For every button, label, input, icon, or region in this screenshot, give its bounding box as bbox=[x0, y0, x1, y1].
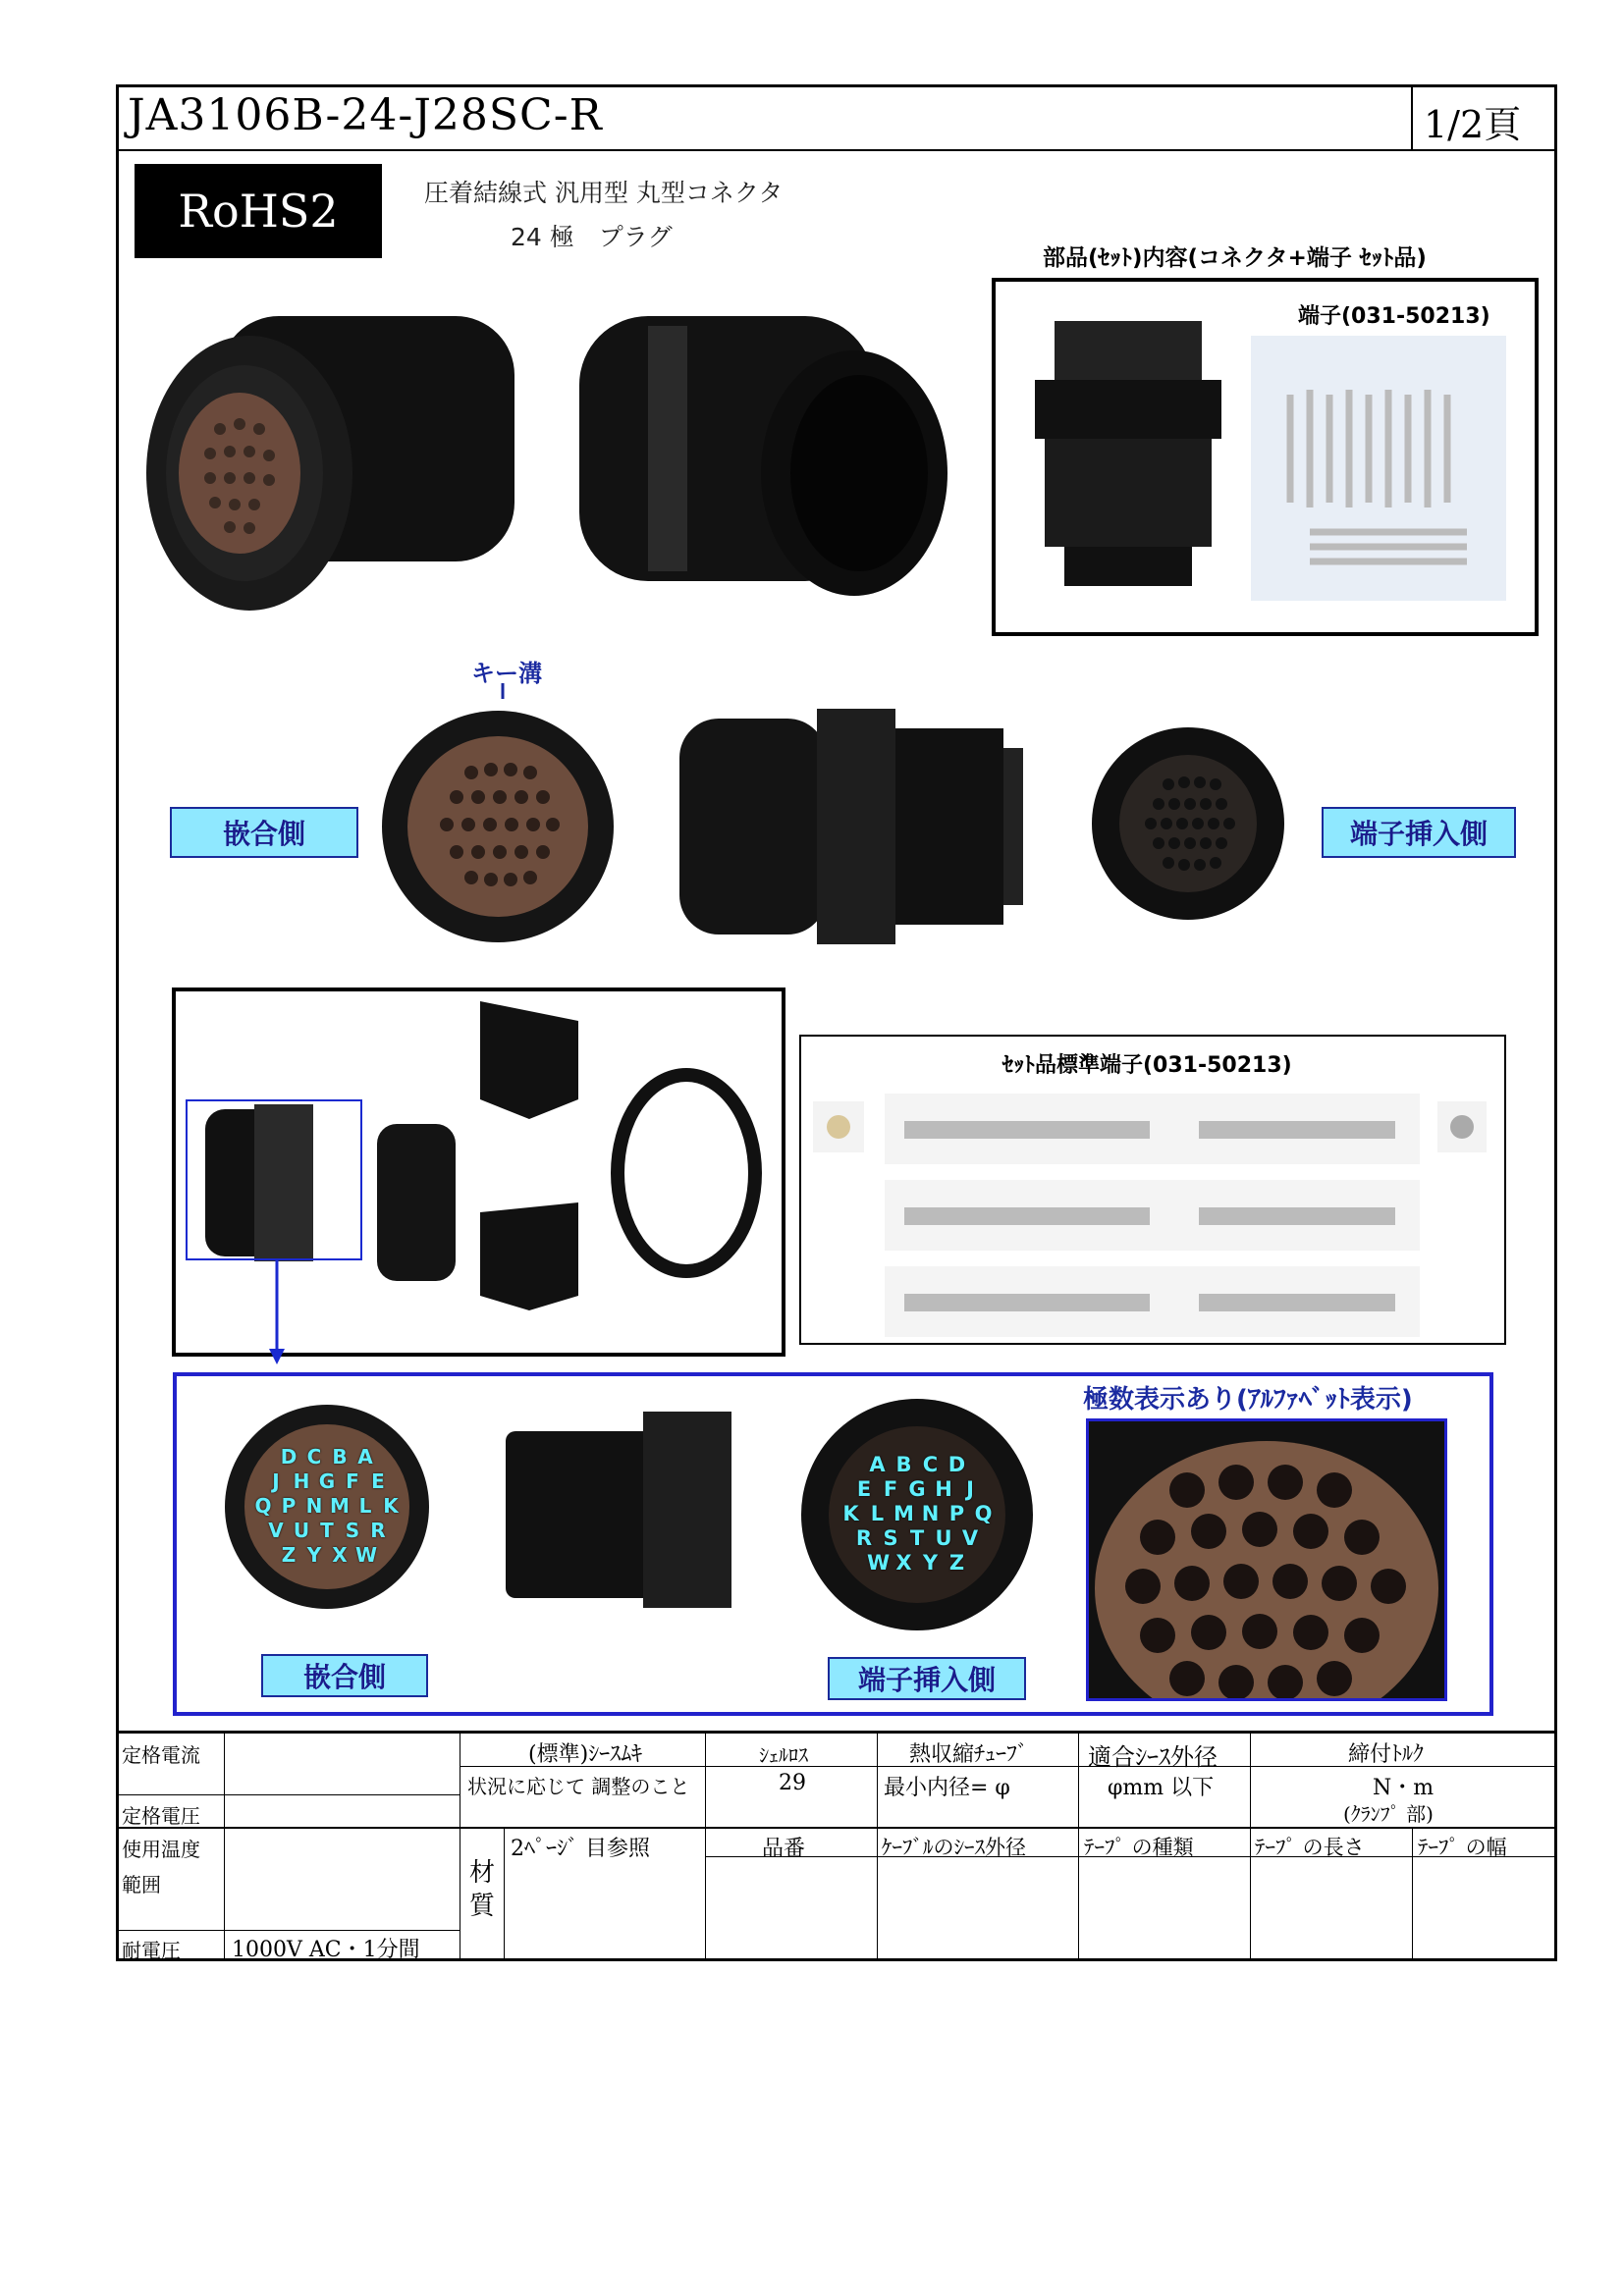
sheath-od-value: φmm 以下 bbox=[1108, 1776, 1215, 1800]
rated-voltage-label: 定格電圧 bbox=[122, 1804, 200, 1828]
pin-letter: Y bbox=[306, 1543, 322, 1567]
pin-letter: R bbox=[855, 1526, 873, 1550]
shell-size-header: ｼｪﾙﾛｽ bbox=[759, 1743, 808, 1767]
pin-letter: D bbox=[947, 1453, 966, 1476]
pin-letter: C bbox=[922, 1453, 939, 1476]
pin-letter: B bbox=[895, 1453, 912, 1476]
pin-letter: Z bbox=[281, 1543, 297, 1567]
insert-pin-face bbox=[787, 1392, 1048, 1637]
operating-temp-label: 使用温度 bbox=[122, 1838, 200, 1861]
kit-contents-box bbox=[992, 278, 1539, 636]
pin-letter: N bbox=[921, 1502, 940, 1525]
pin-letter: C bbox=[306, 1445, 322, 1468]
pin-letter: B bbox=[332, 1445, 348, 1468]
pin-letter: L bbox=[870, 1502, 885, 1525]
insert-shell-photo bbox=[496, 1402, 743, 1618]
product-poles: 24 極 プラグ bbox=[511, 223, 673, 251]
pin-letter: E bbox=[371, 1469, 385, 1493]
standard-terminal-box bbox=[799, 1035, 1506, 1345]
pin-letter: T bbox=[320, 1519, 334, 1542]
insert-pin-letters bbox=[787, 1392, 1048, 1637]
withstand-voltage-label: 耐電圧 bbox=[122, 1939, 181, 1962]
sheath-od-header: 適合ｼｰｽ外径 bbox=[1088, 1743, 1218, 1771]
pin-letter: S bbox=[345, 1519, 360, 1542]
connector-side-photo bbox=[660, 699, 1033, 954]
kit-contents-title: 部品(ｾｯﾄ)内容(コネクタ+端子 ｾｯﾄ品) bbox=[1043, 245, 1427, 271]
pin-letter: G bbox=[908, 1477, 926, 1501]
cable-od-header: ｹｰﾌﾞﾙのｼｰｽ外径 bbox=[882, 1836, 1026, 1859]
heat-shrink-value: 最小内径= φ bbox=[884, 1776, 1010, 1800]
pin-letter: A bbox=[357, 1445, 373, 1468]
pin-letter: Y bbox=[922, 1551, 939, 1575]
tape-length-header: ﾃｰﾌﾟ の長さ bbox=[1255, 1836, 1365, 1859]
pin-letter: M bbox=[893, 1502, 914, 1525]
spec-table bbox=[116, 1731, 1557, 1961]
tape-type-header: ﾃｰﾌﾟ の種類 bbox=[1084, 1836, 1194, 1859]
mating-face-photo bbox=[378, 699, 619, 954]
mating-pin-face bbox=[222, 1394, 433, 1620]
title-divider bbox=[1411, 84, 1413, 151]
pin-letter: N bbox=[305, 1494, 323, 1518]
pin-letter: V bbox=[961, 1526, 979, 1550]
pin-letter: Z bbox=[948, 1551, 965, 1575]
heat-shrink-header: 熱収縮ﾁｭｰﾌﾞ bbox=[909, 1742, 1029, 1767]
pin-letter: X bbox=[332, 1543, 348, 1567]
shell-size-value: 29 bbox=[779, 1771, 806, 1795]
pin-letter: E bbox=[856, 1477, 872, 1501]
insert-side-label-2: 端子挿入側 bbox=[828, 1657, 1026, 1700]
pin-letter: J bbox=[272, 1469, 280, 1493]
insert-face-photo bbox=[1090, 721, 1286, 927]
insert-side-label: 端子挿入側 bbox=[1322, 807, 1516, 858]
page-number: 1/2頁 bbox=[1424, 103, 1522, 146]
operating-temp-label-2: 範囲 bbox=[122, 1873, 161, 1896]
pin-letter: P bbox=[281, 1494, 297, 1518]
pin-letter: V bbox=[268, 1519, 284, 1542]
pin-letter: L bbox=[358, 1494, 372, 1518]
pin-letter: P bbox=[948, 1502, 965, 1525]
torque-note: (ｸﾗﾝﾌﾟ 部) bbox=[1343, 1802, 1434, 1826]
pin-letter: U bbox=[935, 1526, 952, 1550]
torque-value: N・m bbox=[1373, 1776, 1435, 1800]
standard-terminal-title: ｾｯﾄ品標準端子(031-50213) bbox=[1002, 1053, 1292, 1078]
connector-photo-rear bbox=[560, 277, 962, 640]
rated-current-label: 定格電流 bbox=[122, 1743, 200, 1767]
pin-letter: T bbox=[909, 1526, 925, 1550]
pin-letter: R bbox=[370, 1519, 386, 1542]
pin-closeup-photo bbox=[1086, 1418, 1447, 1701]
mating-side-label: 嵌合側 bbox=[170, 807, 358, 858]
part-number-title: JA3106B-24-J28SC-R bbox=[128, 90, 603, 140]
pin-letter: M bbox=[330, 1494, 350, 1518]
pin-letter: K bbox=[383, 1494, 399, 1518]
rohs-badge: RoHS2 bbox=[135, 164, 382, 258]
pin-letter: Q bbox=[974, 1502, 993, 1525]
product-description: 圧着結線式 汎用型 丸型コネクタ bbox=[424, 179, 784, 207]
detail-arrow-icon bbox=[267, 1260, 287, 1368]
pin-letter: H bbox=[935, 1477, 952, 1501]
pin-letter: G bbox=[318, 1469, 336, 1493]
sheath-strip-header: (標準)ｼｰｽﾑｷ bbox=[528, 1742, 643, 1767]
mating-side-label-2: 嵌合側 bbox=[261, 1654, 428, 1697]
tape-width-header: ﾃｰﾌﾟ の幅 bbox=[1418, 1836, 1507, 1859]
connector-photo-front bbox=[141, 277, 539, 640]
pin-letter: H bbox=[293, 1469, 310, 1493]
pin-letter: W bbox=[355, 1543, 378, 1567]
pin-letter: K bbox=[842, 1502, 859, 1525]
part-no-header: 品番 bbox=[762, 1837, 806, 1861]
pin-letter: W bbox=[867, 1551, 891, 1575]
sheath-strip-value: 状況に応じて 調整のこと bbox=[467, 1775, 690, 1798]
pin-letter: S bbox=[883, 1526, 898, 1550]
pin-letter: F bbox=[346, 1469, 359, 1493]
withstand-voltage-value: 1000V AC・1分間 bbox=[232, 1938, 420, 1962]
mating-pin-letters bbox=[222, 1394, 433, 1620]
pin-letter: J bbox=[966, 1477, 974, 1501]
pin-letter: X bbox=[895, 1551, 912, 1575]
pin-letter: Q bbox=[254, 1494, 272, 1518]
terminal-label: 端子(031-50213) bbox=[1298, 304, 1490, 329]
pin-letter: F bbox=[883, 1477, 898, 1501]
pin-letter: U bbox=[293, 1519, 310, 1542]
pin-letter: A bbox=[869, 1453, 886, 1476]
material-value: 2ﾍﾟｰｼﾞ 目参照 bbox=[511, 1837, 650, 1861]
torque-header: 締付ﾄﾙｸ bbox=[1348, 1742, 1425, 1767]
material-label: 材質 bbox=[469, 1858, 496, 1921]
key-groove-label: キー溝 bbox=[471, 660, 542, 687]
pin-marking-title: 極数表示あり(ｱﾙﾌｧﾍﾞｯﾄ表示) bbox=[1083, 1385, 1413, 1415]
pin-letter: D bbox=[280, 1445, 298, 1468]
detail-highlight bbox=[186, 1099, 362, 1260]
